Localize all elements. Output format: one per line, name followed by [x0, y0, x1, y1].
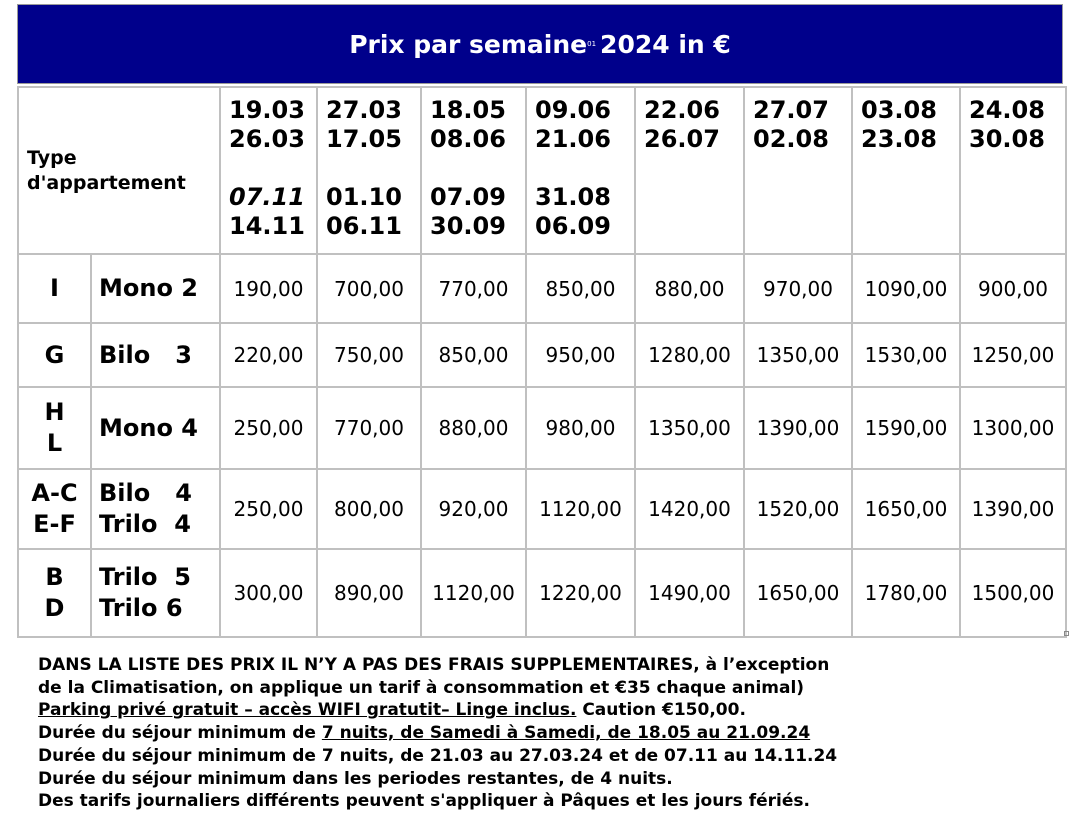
apartment-type-cell	[91, 549, 220, 637]
type-header-label: d'appartement	[27, 171, 186, 194]
price-cell: 1490,00	[635, 549, 744, 637]
price-cell: 190,00	[220, 254, 317, 323]
price-cell: 770,00	[317, 387, 421, 469]
price-cell: 950,00	[526, 323, 635, 387]
period-header-cell	[960, 87, 1066, 254]
price-notes	[38, 654, 1038, 813]
period-header-cell	[421, 87, 526, 254]
type-header-cell	[18, 87, 220, 254]
table-row	[18, 254, 1066, 323]
apartment-type-cell	[91, 387, 220, 469]
price-cell: 1590,00	[852, 387, 960, 469]
price-cell: 1390,00	[960, 469, 1066, 549]
period-date: 27.03	[326, 96, 402, 124]
note-line: de la Climatisation, on applique un tarif à consommation et €35 chaque animal)	[38, 677, 805, 698]
price-cell: 800,00	[317, 469, 421, 549]
title-superscript: 01	[587, 40, 597, 48]
price-cell: 920,00	[421, 469, 526, 549]
price-table-title	[17, 4, 1063, 84]
period-date: 27.07	[753, 96, 829, 124]
period-date: 17.05	[326, 125, 402, 153]
apartment-code-cell	[18, 323, 91, 387]
price-cell: 1780,00	[852, 549, 960, 637]
price-cell: 250,00	[220, 387, 317, 469]
period-date: 07.11	[229, 183, 305, 211]
apartment-code-cell	[18, 387, 91, 469]
period-date: 21.06	[535, 125, 611, 153]
period-date: 08.06	[430, 125, 506, 153]
table-row	[18, 387, 1066, 469]
title-rest: 2024 in €	[600, 29, 731, 59]
apartment-code: E-F	[33, 510, 76, 538]
price-cell: 980,00	[526, 387, 635, 469]
apartment-type-cell	[91, 254, 220, 323]
apartment-type: Bilo 3	[99, 340, 192, 369]
note-included-services: Parking privé gratuit – accès WIFI gratutit– Linge inclus.	[38, 700, 577, 721]
apartment-code-cell	[18, 254, 91, 323]
period-date: 09.06	[535, 96, 611, 124]
note-line	[38, 722, 1038, 745]
period-date: 26.03	[229, 125, 305, 153]
apartment-code: H	[44, 398, 65, 426]
period-header-cell	[526, 87, 635, 254]
apartment-type: Mono 2	[99, 274, 198, 302]
note-line: Des tarifs journaliers différents peuvent s'appliquer à Pâques et les jours fériés.	[38, 791, 810, 812]
price-cell: 1650,00	[744, 549, 852, 637]
price-cell: 880,00	[421, 387, 526, 469]
apartment-type: Mono 4	[99, 413, 198, 442]
period-date: 06.11	[326, 212, 402, 240]
period-header-cell	[220, 87, 317, 254]
note-line: Durée du séjour minimum dans les periodes restantes, de 4 nuits.	[38, 768, 673, 789]
price-table	[17, 86, 1067, 638]
price-cell: 250,00	[220, 469, 317, 549]
period-date: 14.11	[229, 212, 305, 240]
price-cell: 1220,00	[526, 549, 635, 637]
apartment-type: Trilo 6	[99, 594, 183, 622]
note-line	[38, 699, 1038, 722]
price-cell: 850,00	[421, 323, 526, 387]
price-cell: 750,00	[317, 323, 421, 387]
apartment-code-cell	[18, 549, 91, 637]
header-row	[18, 87, 1066, 254]
table-row	[18, 469, 1066, 549]
price-cell: 850,00	[526, 254, 635, 323]
price-cell: 1500,00	[960, 549, 1066, 637]
apartment-code: B	[45, 563, 64, 591]
resize-handle	[1064, 631, 1069, 636]
period-gap	[229, 154, 316, 183]
period-header-cell	[852, 87, 960, 254]
price-cell: 220,00	[220, 323, 317, 387]
price-cell: 300,00	[220, 549, 317, 637]
price-cell: 1090,00	[852, 254, 960, 323]
period-date: 02.08	[753, 125, 829, 153]
type-header-label: Type	[27, 146, 77, 169]
note-min-stay-prefix: Durée du séjour minimum de	[38, 723, 322, 744]
title-main: Prix par semaine	[349, 29, 588, 59]
period-gap	[535, 154, 634, 183]
apartment-code: D	[44, 594, 65, 622]
period-header-cell	[744, 87, 852, 254]
price-cell: 700,00	[317, 254, 421, 323]
note-deposit: Caution €150,00.	[576, 700, 746, 721]
price-cell: 900,00	[960, 254, 1066, 323]
price-cell: 1280,00	[635, 323, 744, 387]
price-cell: 1120,00	[526, 469, 635, 549]
price-cell: 1650,00	[852, 469, 960, 549]
period-date: 30.08	[969, 125, 1045, 153]
note-min-stay-underlined: 7 nuits, de Samedi à Samedi, de 18.05 au 21.09.24	[321, 723, 811, 744]
period-date: 31.08	[535, 183, 611, 211]
period-header-cell	[635, 87, 744, 254]
price-cell: 1350,00	[635, 387, 744, 469]
period-date: 19.03	[229, 96, 305, 124]
price-cell: 1520,00	[744, 469, 852, 549]
price-cell: 1120,00	[421, 549, 526, 637]
period-date: 24.08	[969, 96, 1045, 124]
period-date: 30.09	[430, 212, 506, 240]
note-line: DANS LA LISTE DES PRIX IL N’Y A PAS DES FRAIS SUPPLEMENTAIRES, à l’exception	[38, 655, 830, 675]
period-date: 03.08	[861, 96, 937, 124]
apartment-type: Bilo 4	[99, 479, 192, 507]
price-cell: 1350,00	[744, 323, 852, 387]
period-date: 22.06	[644, 96, 720, 124]
apartment-code: G	[44, 340, 65, 369]
price-cell: 1300,00	[960, 387, 1066, 469]
price-cell: 880,00	[635, 254, 744, 323]
apartment-type: Trilo 4	[99, 510, 191, 538]
price-cell: 1390,00	[744, 387, 852, 469]
price-cell: 1420,00	[635, 469, 744, 549]
period-date: 26.07	[644, 125, 720, 153]
table-row	[18, 549, 1066, 637]
price-cell: 770,00	[421, 254, 526, 323]
period-date: 18.05	[430, 96, 506, 124]
apartment-type-cell	[91, 469, 220, 549]
period-date: 23.08	[861, 125, 937, 153]
apartment-code: L	[46, 429, 63, 457]
table-row	[18, 323, 1066, 387]
apartment-code: I	[50, 274, 59, 302]
period-header-cell	[317, 87, 421, 254]
period-date: 07.09	[430, 183, 506, 211]
period-date: 01.10	[326, 183, 402, 211]
apartment-code-cell	[18, 469, 91, 549]
note-line: Durée du séjour minimum de 7 nuits, de 21.03 au 27.03.24 et de 07.11 au 14.11.24	[38, 745, 838, 766]
period-gap	[326, 154, 420, 183]
apartment-type-cell	[91, 323, 220, 387]
apartment-code: A-C	[31, 479, 78, 507]
period-gap	[430, 154, 525, 183]
price-cell: 1250,00	[960, 323, 1066, 387]
apartment-type: Trilo 5	[99, 563, 191, 591]
price-cell: 1530,00	[852, 323, 960, 387]
period-date: 06.09	[535, 212, 611, 240]
price-cell: 890,00	[317, 549, 421, 637]
price-cell: 970,00	[744, 254, 852, 323]
